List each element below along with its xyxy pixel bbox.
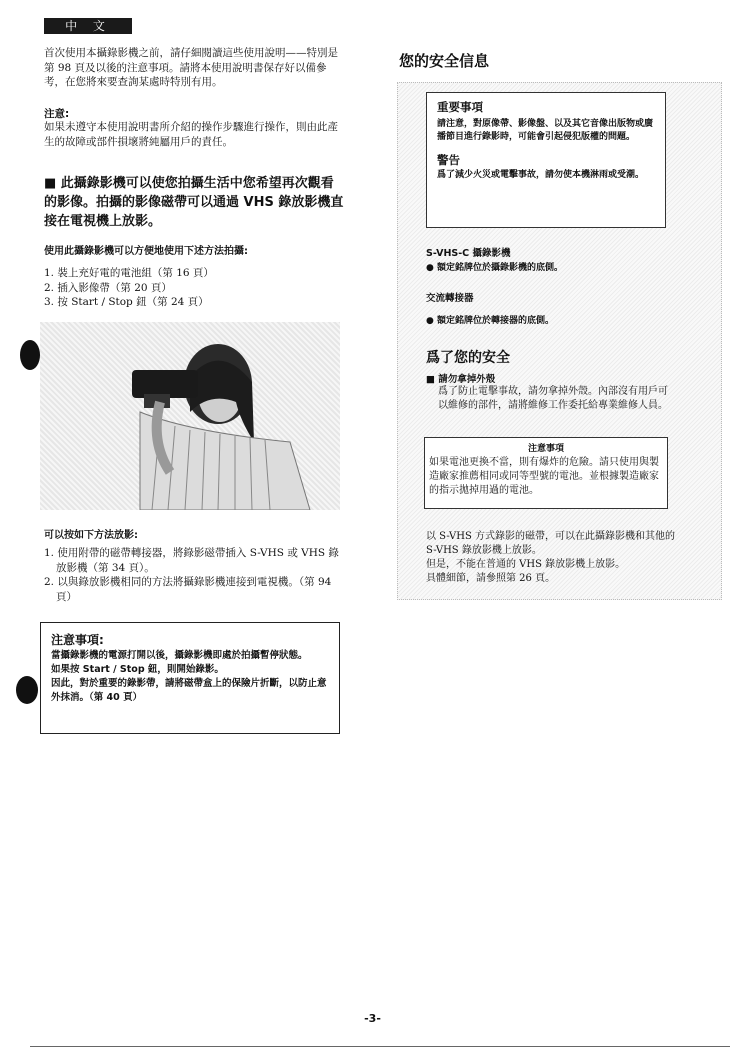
warning-text: 爲了減少火災或電擊事故，請勿使本機淋雨或受潮。 — [437, 170, 645, 180]
page-edge-line — [30, 1046, 730, 1047]
caution-line: 因此，對於重要的錄影帶，請將磁帶盒上的保險片折斷，以防止意外抹消。（第 40 頁） — [51, 678, 327, 703]
camcorder-user-photo — [40, 322, 340, 510]
adaptor-label: 交流轉接器 — [426, 293, 474, 304]
for-your-safety-heading: 爲了您的安全 — [426, 350, 510, 366]
important-box — [426, 92, 666, 228]
playback-step: 2. 以與錄放影機相同的方法將攝錄影機連接到電視機。（第 94 頁） — [44, 576, 332, 603]
playback-step: 1. 使用附帶的磁帶轉接器，將錄影磁帶插入 S-VHS 或 VHS 錄放影機（第 34 頁）。 — [44, 547, 339, 574]
svhs-text: 以 S-VHS 方式錄影的磁帶，可以在此攝錄影機和其他的 S-VHS 錄放影機上放影。 — [426, 531, 676, 556]
howto-heading: 使用此攝錄影機可以方便地使用下述方法拍攝: — [44, 246, 248, 257]
howto-step: 1. 裝上充好電的電池組（第 16 頁） — [44, 267, 214, 279]
playback-heading: 可以按如下方法放影: — [44, 530, 138, 541]
intro-paragraph: 首次使用本攝錄影機之前，請仔細閱讀這些使用說明——特別是第 98 頁及以後的注意事項。請將本使用說明書保存好以備參考，在您將來要查詢某處時特別有用。 — [44, 47, 338, 88]
playback-list — [44, 546, 344, 604]
important-title: 重要事項 — [437, 100, 483, 114]
safety-info-title: 您的安全信息 — [399, 52, 490, 70]
important-text: 請注意，對原像帶、影像盤、以及其它音像出版物或廣播節目進行錄影時，可能會引起侵犯版權的問題。 — [437, 119, 654, 142]
svhs-text-3: 具體細節，請參照第 26 頁。 — [426, 573, 556, 584]
svhs-text-2: 但是，不能在普通的 VHS 錄放影機上放影。 — [426, 559, 626, 570]
note-text: 如果未遵守本使用說明書所介紹的操作步驟進行操作，則由此產生的故障或部件損壞將純屬用戶的責任。 — [44, 121, 338, 148]
language-tab: 中 文 — [44, 18, 132, 34]
no-cover-text: 爲了防止電擊事故，請勿拿掉外殼。內部沒有用戶可以維修的部件，請將維修工作委托給專業維修人員。 — [438, 386, 668, 411]
battery-caution-text: 如果電池更換不當，則有爆炸的危險。請只使用與製造廠家推薦相同或同等型號的電池。並根據製造廠家的指示拋掉用過的電池。 — [429, 457, 659, 496]
feature-heading: ■ 此攝錄影機可以使您拍攝生活中您希望再次觀看的影像。拍攝的影像磁帶可以通過 VHS 錄放影機直接在電視機上放影。 — [44, 176, 344, 229]
warning-title: 警告 — [437, 153, 460, 167]
caution-line: 如果按 Start / Stop 鈕，則開始錄影。 — [51, 664, 224, 675]
battery-caution-box — [424, 437, 668, 509]
camcorder-label: S-VHS-C 攝錄影機 — [426, 248, 511, 259]
page-number: -3- — [364, 1012, 381, 1025]
adaptor-rating-note: ● 額定銘牌位於轉接器的底側。 — [426, 316, 554, 326]
caution-title: 注意事項: — [51, 633, 104, 647]
scan-blot — [16, 676, 38, 704]
howto-list — [44, 266, 344, 310]
camcorder-rating-note: ● 額定銘牌位於攝錄影機的底側。 — [426, 263, 563, 273]
battery-caution-title: 注意事項 — [527, 444, 564, 454]
caution-box — [40, 622, 340, 734]
howto-step: 2. 插入影像帶（第 20 頁） — [44, 281, 172, 294]
scan-blot — [20, 340, 40, 370]
no-cover-title: ■ 請勿拿掉外殼 — [426, 374, 496, 385]
woman-with-camcorder-illustration — [40, 322, 340, 510]
caution-line: 當攝錄影機的電源打開以後，攝錄影機即處於拍攝暫停狀態。 — [51, 650, 308, 661]
note-title: 注意: — [44, 108, 70, 120]
howto-step: 3. 按 Start / Stop 鈕（第 24 頁） — [44, 296, 209, 308]
